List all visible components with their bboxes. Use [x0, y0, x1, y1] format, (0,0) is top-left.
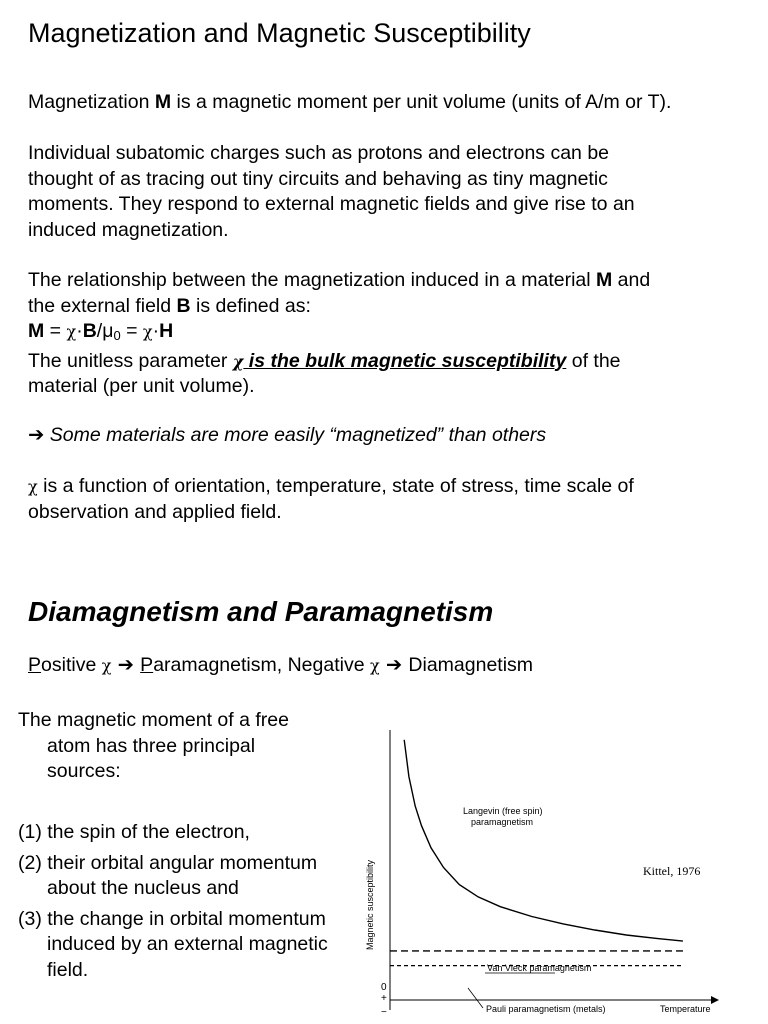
- sources-intro: [18, 708, 328, 785]
- symbol-m: M: [154, 91, 172, 113]
- eq-subscript: 0: [113, 328, 121, 343]
- line: induced magnetization.: [28, 218, 229, 241]
- arrow-icon: ➔: [111, 653, 141, 676]
- text: ositive: [41, 654, 102, 676]
- line: material (per unit volume).: [28, 375, 255, 397]
- text: The unitless parameter: [28, 349, 233, 372]
- line: [28, 268, 758, 294]
- eq-part: =: [44, 320, 67, 342]
- text: of the: [566, 349, 621, 372]
- van-vleck-label: Van Vleck paramagnetism: [487, 963, 592, 973]
- citation: Kittel, 1976: [643, 864, 701, 878]
- y-axis-label: Magnetic susceptibility: [365, 859, 375, 950]
- text: The relationship between the magnetization induced in a material: [28, 269, 597, 291]
- pauli-leader: [468, 988, 483, 1008]
- y-tick-zero: 0: [381, 982, 387, 993]
- eq-part: H: [159, 320, 174, 342]
- langevin-label: paramagnetism: [471, 817, 534, 827]
- text: is the bulk magnetic susceptibility: [243, 349, 567, 372]
- text: is defined as:: [190, 294, 311, 317]
- chi-symbol: χ: [66, 322, 77, 341]
- chi-symbol: χ: [28, 477, 38, 496]
- equation: [28, 319, 758, 349]
- arrow-icon: ➔: [379, 653, 409, 676]
- eq-part: ·: [152, 320, 160, 342]
- susceptibility-chart: [355, 725, 725, 1020]
- line: Individual subatomic charges such as protons and electrons can be: [28, 142, 610, 164]
- text: Diamagnetism: [408, 654, 534, 676]
- chi-symbol: χ: [101, 656, 112, 675]
- relationship-paragraph: [28, 268, 758, 400]
- line: thought of as tracing out tiny circuits and behaving as tiny magnetic: [28, 167, 608, 190]
- arrow-icon: ➔: [28, 423, 45, 446]
- y-tick-minus: −: [381, 1007, 387, 1018]
- eq-part: B: [82, 320, 97, 342]
- eq-part: =: [120, 320, 143, 342]
- subatomic-paragraph: [28, 141, 758, 243]
- note-line: [28, 422, 758, 449]
- symbol-m: M: [596, 269, 613, 291]
- text: is a magnetic moment per unit volume (units of A/m or T).: [171, 91, 672, 113]
- eq-part: M: [28, 320, 45, 342]
- chi-symbol: χ: [369, 656, 380, 675]
- list-item: (1) the spin of the electron,: [18, 821, 250, 843]
- text: Some materials are more easily “magnetized” than others: [44, 424, 547, 446]
- sources-list: [18, 820, 336, 983]
- sign-summary: [28, 652, 758, 679]
- text: the external field: [28, 294, 177, 317]
- symbol-b: B: [176, 294, 191, 317]
- magnetization-definition: [28, 90, 758, 116]
- intro-text: The magnetic moment of a free atom has three principal sources:: [18, 709, 289, 782]
- x-axis-arrow-icon: [711, 996, 719, 1004]
- eq-part: /μ: [96, 320, 114, 342]
- line: [28, 294, 758, 320]
- text: is a function of orientation, temperature, state of stress, time scale of: [37, 475, 634, 497]
- list-item: (2) their orbital angular momentum about the nucleus and: [18, 851, 318, 899]
- chi-symbol: χ: [142, 322, 153, 341]
- eq-part: ·: [76, 320, 83, 342]
- section-title: Diamagnetism and Paramagnetism: [28, 596, 494, 627]
- chi-symbol: χ: [232, 351, 244, 371]
- list-item: (3) the change in orbital momentum induced by an external magnetic field.: [18, 907, 328, 981]
- y-tick-plus: +: [381, 993, 387, 1004]
- text: Magnetization: [28, 91, 155, 113]
- text: P: [28, 654, 42, 676]
- langevin-label: Langevin (free spin): [463, 806, 543, 816]
- line: [28, 474, 758, 500]
- line: observation and applied field.: [28, 500, 282, 523]
- line: [28, 349, 758, 375]
- line: moments. They respond to external magnetic fields and give rise to an: [28, 193, 635, 215]
- susceptibility-emphasis: [233, 350, 566, 372]
- text: aramagnetism, Negative: [153, 654, 370, 676]
- text: and: [612, 269, 651, 291]
- pauli-label: Pauli paramagnetism (metals): [486, 1004, 606, 1014]
- chi-function-paragraph: [28, 474, 758, 525]
- text: P: [140, 654, 154, 676]
- x-axis-label: Temperature: [660, 1004, 711, 1014]
- series-langevin: [404, 740, 683, 941]
- page-title: Magnetization and Magnetic Susceptibility: [28, 18, 531, 48]
